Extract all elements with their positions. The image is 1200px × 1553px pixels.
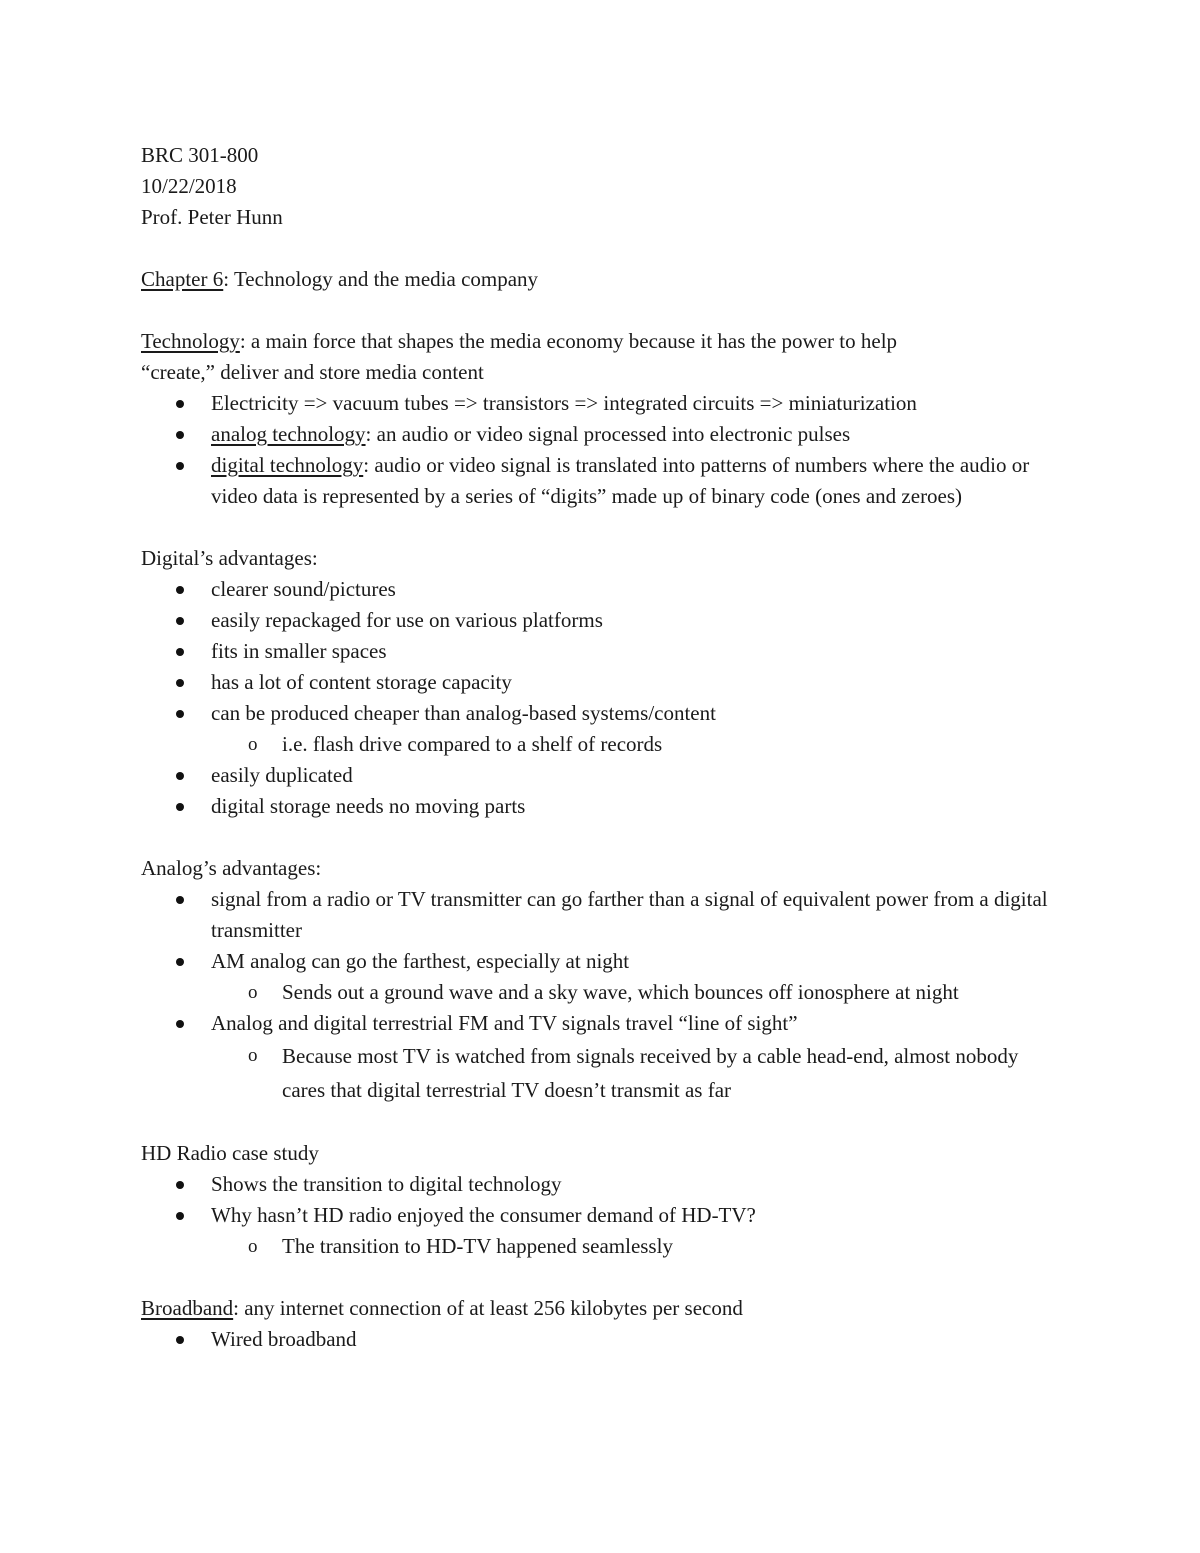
list-item: AM analog can go the farthest, especially at night: [141, 946, 1061, 977]
list-item: easily duplicated: [141, 760, 1061, 791]
broadband-term: Broadband: [141, 1296, 234, 1320]
circle-bullet-icon: o: [248, 982, 258, 1003]
digital-advantages-sublist: [141, 729, 1061, 760]
bullet-icon: [176, 772, 184, 780]
list-item: Shows the transition to digital technology: [141, 1169, 1061, 1200]
analog-technology-term: analog technology: [211, 422, 366, 446]
bullet-icon: [176, 1181, 184, 1189]
hd-radio-sublist: [141, 1231, 1061, 1262]
list-item: clearer sound/pictures: [141, 574, 1061, 605]
bullet-icon: [176, 1336, 184, 1344]
digital-advantages-list: [141, 574, 1061, 729]
bullet-icon: [176, 462, 184, 470]
list-item: has a lot of content storage capacity: [141, 667, 1061, 698]
bullet-icon: [176, 896, 184, 904]
digital-advantages-list-continued: [141, 760, 1061, 822]
list-item: Electricity => vacuum tubes => transistors => integrated circuits => miniaturization: [141, 388, 1061, 419]
list-item: Analog and digital terrestrial FM and TV signals travel “line of sight”: [141, 1008, 1061, 1039]
technology-definition-line1: Technology: a main force that shapes the media economy because it has the power to help: [141, 329, 898, 353]
bullet-icon: [176, 710, 184, 718]
bullet-icon: [176, 617, 184, 625]
bullet-icon: [176, 648, 184, 656]
bullet-icon: [176, 586, 184, 594]
circle-bullet-icon: o: [248, 1236, 258, 1257]
bullet-icon: [176, 431, 184, 439]
technology-definition-line2: “create,” deliver and store media content: [141, 360, 484, 384]
sub-list-item: o i.e. flash drive compared to a shelf of records: [141, 729, 1061, 760]
bullet-icon: [176, 679, 184, 687]
professor-name: Prof. Peter Hunn: [141, 205, 283, 229]
list-item: analog technology: an audio or video signal processed into electronic pulses: [141, 419, 1061, 450]
sub-list-item: o Because most TV is watched from signals received by a cable head-end, almost nobody cares that digital terrestrial TV doesn’t transmit as far: [141, 1039, 1061, 1107]
chapter-heading: [141, 264, 1061, 295]
bullet-icon: [176, 803, 184, 811]
analog-advantages-list: [141, 884, 1061, 977]
analog-advantages-heading: Analog’s advantages:: [141, 856, 322, 880]
sub-list-item: o Sends out a ground wave and a sky wave, which bounces off ionosphere at night: [141, 977, 1061, 1008]
bullet-icon: [176, 400, 184, 408]
analog-advantages-list-continued: [141, 1008, 1061, 1039]
broadband-definition: Broadband: any internet connection of at least 256 kilobytes per second: [141, 1296, 743, 1320]
note-date: 10/22/2018: [141, 174, 237, 198]
analog-advantages-sublist-1: [141, 977, 1061, 1008]
circle-bullet-icon: o: [248, 1045, 258, 1066]
hd-radio-heading: HD Radio case study: [141, 1141, 319, 1165]
circle-bullet-icon: o: [248, 734, 258, 755]
digital-technology-term: digital technology: [211, 453, 364, 477]
digital-advantages-heading: Digital’s advantages:: [141, 546, 318, 570]
bullet-icon: [176, 1212, 184, 1220]
list-item: fits in smaller spaces: [141, 636, 1061, 667]
list-item: signal from a radio or TV transmitter can go farther than a signal of equivalent power from a digital transmitter: [141, 884, 1061, 946]
chapter-label: Chapter 6: [141, 267, 224, 291]
technology-term: Technology: [141, 329, 240, 353]
analog-advantages-sublist-2: [141, 1039, 1061, 1107]
list-item: Why hasn’t HD radio enjoyed the consumer demand of HD-TV?: [141, 1200, 1061, 1231]
document-page: [141, 140, 1061, 1355]
broadband-list: [141, 1324, 1061, 1355]
list-item: digital technology: audio or video signal is translated into patterns of numbers where the audio or video data is represented by a series of “digits” made up of binary code (ones and zeroes): [141, 450, 1061, 512]
chapter-title: : Technology and the media company: [223, 267, 539, 291]
list-item: can be produced cheaper than analog-based systems/content: [141, 698, 1061, 729]
course-code: BRC 301-800: [141, 143, 259, 167]
hd-radio-list: [141, 1169, 1061, 1231]
bullet-icon: [176, 1020, 184, 1028]
sub-list-item: o The transition to HD-TV happened seamlessly: [141, 1231, 1061, 1262]
list-item: digital storage needs no moving parts: [141, 791, 1061, 822]
list-item: Wired broadband: [141, 1324, 1061, 1355]
list-item: easily repackaged for use on various platforms: [141, 605, 1061, 636]
technology-list: [141, 388, 1061, 512]
bullet-icon: [176, 958, 184, 966]
